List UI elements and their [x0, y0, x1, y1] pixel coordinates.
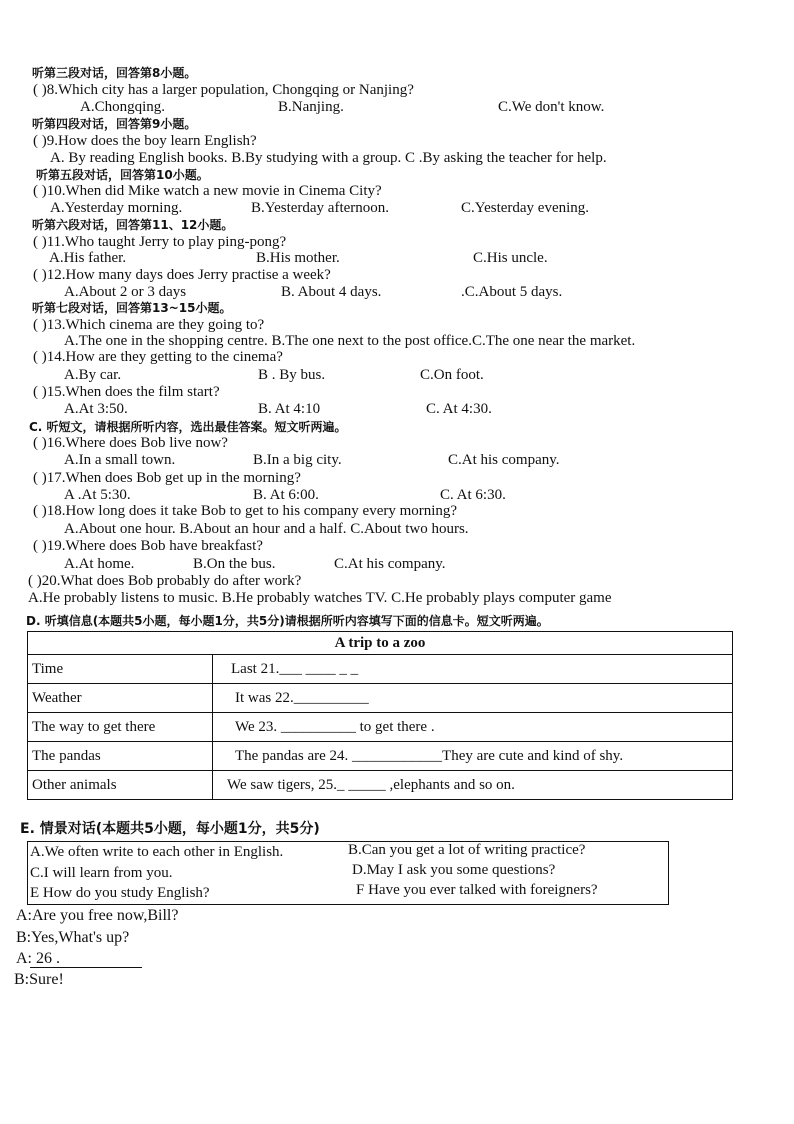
- zoo-info-card: [27, 631, 733, 800]
- options-13: A.The one in the shopping centre. B.The one next to the post office.C.The one near the market.: [64, 333, 636, 349]
- option-a: A.We often write to each other in English.: [30, 844, 284, 860]
- row-value-way[interactable]: We 23. __________ to get there .: [213, 713, 733, 742]
- option-c: C.I will learn from you.: [30, 865, 173, 881]
- section-heading: E. 情景对话(本题共5小题，每小题1分，共5分): [20, 821, 320, 837]
- section-heading: 听第五段对话，回答第10小题。: [36, 168, 209, 182]
- section-heading: 听第四段对话，回答第9小题。: [32, 117, 197, 131]
- option-b: B. At 6:00.: [253, 487, 319, 503]
- options-18: A.About one hour. B.About an hour and a half. C.About two hours.: [64, 521, 469, 537]
- option-b: B.In a big city.: [253, 452, 342, 468]
- options-20: A.He probably listens to music. B.He probably watches TV. C.He probably plays computer game: [28, 590, 612, 606]
- option-b: B.Yesterday afternoon.: [251, 200, 390, 216]
- row-label-time: Time: [28, 655, 213, 684]
- question-18: ( )18.How long does it take Bob to get to his company every morning?: [33, 503, 458, 519]
- options-9: A. By reading English books. B.By studying with a group. C .By asking the teacher for help.: [50, 150, 607, 166]
- option-b: B.On the bus.: [193, 556, 276, 572]
- question-15: ( )15.When does the film start?: [33, 384, 220, 400]
- option-b: B . By bus.: [258, 367, 326, 383]
- options-19: [0, 555, 794, 573]
- row-label-way: The way to get there: [28, 713, 213, 742]
- section-heading: 听第六段对话，回答第11、12小题。: [32, 218, 234, 232]
- options-15: [0, 400, 794, 418]
- option-c: C.His uncle.: [473, 250, 548, 266]
- row-value-other[interactable]: We saw tigers, 25._ _____ ,elephants and so on.: [213, 771, 733, 800]
- option-a: A.At 3:50.: [64, 401, 128, 417]
- option-c: C. At 6:30.: [440, 487, 506, 503]
- dialog-line-blank[interactable]: A: 26 .: [16, 950, 60, 967]
- option-a: A.About 2 or 3 days: [64, 284, 187, 300]
- option-b: B. At 4:10: [258, 401, 321, 417]
- dialog-line: B:Sure!: [14, 971, 64, 988]
- section-heading: 听第三段对话，回答第8小题。: [32, 66, 197, 80]
- row-label-weather: Weather: [28, 684, 213, 713]
- question-8: ( )8.Which city has a larger population, Chongqing or Nanjing?: [33, 82, 414, 98]
- option-e: E How do you study English?: [30, 885, 210, 901]
- option-a: A.His father.: [49, 250, 127, 266]
- options-16: [0, 451, 794, 469]
- option-b: B.Nanjing.: [278, 99, 344, 115]
- row-value-pandas[interactable]: The pandas are 24. ____________They are cute and kind of shy.: [213, 742, 733, 771]
- zoo-card-title: A trip to a zoo: [28, 632, 733, 655]
- options-11: [0, 249, 794, 267]
- question-9: ( )9.How does the boy learn English?: [33, 133, 257, 149]
- option-d: D.May I ask you some questions?: [352, 862, 556, 878]
- question-14: ( )14.How are they getting to the cinema?: [33, 349, 283, 365]
- options-10: [0, 199, 794, 217]
- dialog-options-box: [27, 841, 669, 905]
- option-a: A.By car.: [64, 367, 122, 383]
- question-20: ( )20.What does Bob probably do after work?: [28, 573, 302, 589]
- option-a: A.At home.: [64, 556, 135, 572]
- row-label-pandas: The pandas: [28, 742, 213, 771]
- option-c: C. At 4:30.: [426, 401, 492, 417]
- section-heading: D. 听填信息(本题共5小题，每小题1分，共5分)请根据所听内容填写下面的信息卡。短文听两遍。: [26, 614, 549, 628]
- option-c: C.At his company.: [334, 556, 446, 572]
- option-f: F Have you ever talked with foreigners?: [356, 882, 598, 898]
- option-c: .C.About 5 days.: [461, 284, 563, 300]
- option-b: B.Can you get a lot of writing practice?: [348, 842, 586, 858]
- option-b: B.His mother.: [256, 250, 340, 266]
- question-16: ( )16.Where does Bob live now?: [33, 435, 228, 451]
- section-heading: 听第七段对话，回答第13~15小题。: [32, 301, 232, 315]
- question-13: ( )13.Which cinema are they going to?: [33, 317, 265, 333]
- option-c: C.Yesterday evening.: [461, 200, 590, 216]
- option-a: A .At 5:30.: [64, 487, 131, 503]
- option-a: A.Chongqing.: [80, 99, 166, 115]
- row-value-time[interactable]: Last 21.___ ____ _ _: [213, 655, 733, 684]
- question-10: ( )10.When did Mike watch a new movie in Cinema City?: [33, 183, 382, 199]
- question-19: ( )19.Where does Bob have breakfast?: [33, 538, 263, 554]
- option-a: A.In a small town.: [64, 452, 176, 468]
- options-14: [0, 366, 794, 384]
- section-heading: C. 听短文，请根据所听内容，选出最佳答案。短文听两遍。: [29, 420, 347, 434]
- answer-underline: [30, 967, 142, 968]
- option-a: A.Yesterday morning.: [50, 200, 183, 216]
- question-12: ( )12.How many days does Jerry practise a week?: [33, 267, 331, 283]
- dialog-line: A:Are you free now,Bill?: [16, 907, 179, 924]
- option-c: C.We don't know.: [498, 99, 605, 115]
- options-8: [0, 98, 794, 116]
- option-b: B. About 4 days.: [281, 284, 382, 300]
- row-label-other: Other animals: [28, 771, 213, 800]
- option-c: C.At his company.: [448, 452, 560, 468]
- option-c: C.On foot.: [420, 367, 484, 383]
- question-17: ( )17.When does Bob get up in the morning?: [33, 470, 301, 486]
- question-11: ( )11.Who taught Jerry to play ping-pong?: [33, 234, 287, 250]
- row-value-weather[interactable]: It was 22.__________: [213, 684, 733, 713]
- dialog-line: B:Yes,What's up?: [16, 929, 130, 946]
